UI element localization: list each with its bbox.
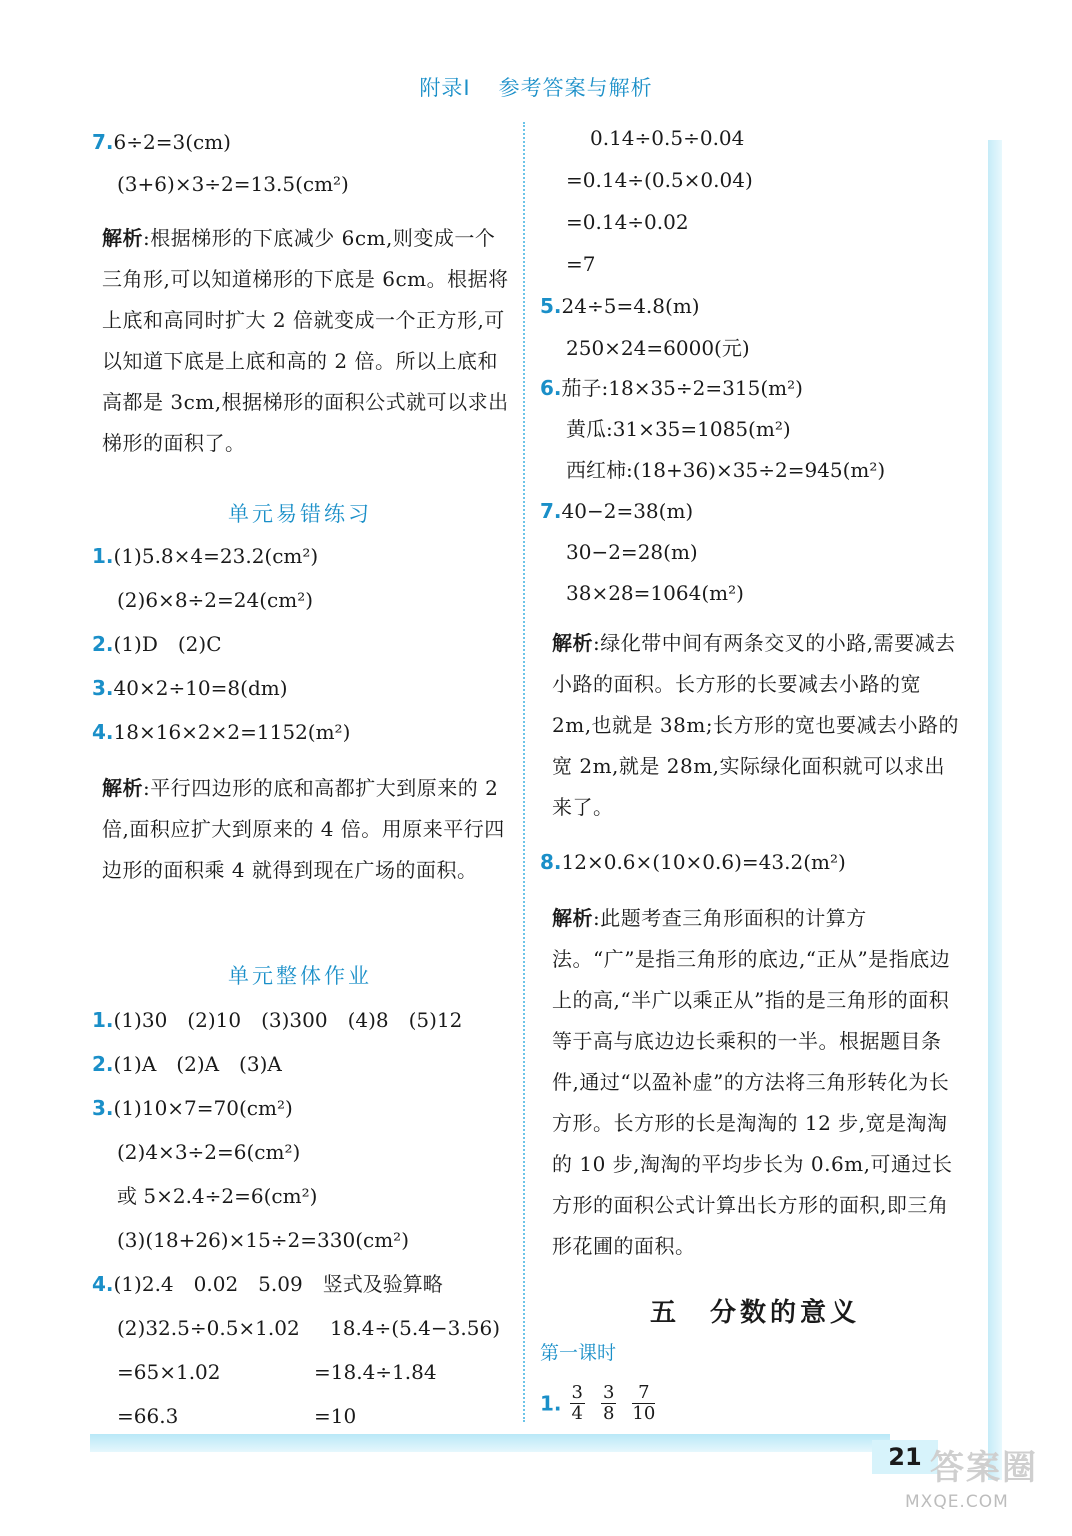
error-2: 2.(1)D (2)C <box>92 632 222 656</box>
homework-3-line4: (3)(18+26)×15÷2=330(cm²) <box>117 1228 410 1252</box>
answer-7-line2: (3+6)×3÷2=13.5(cm²) <box>117 172 349 196</box>
analysis-block: 解析:平行四边形的底和高都扩大到原来的 2 倍,面积应扩大到原来的 4 倍。用原来平行四边形的面积乘 4 就得到现在广场的面积。 <box>102 776 505 882</box>
appendix-label: 附录Ⅰ <box>419 76 471 100</box>
answer-6-line3: 西红柿:(18+36)×35÷2=945(m²) <box>566 458 886 482</box>
section-title-error-practice: 单元易错练习 <box>228 502 372 526</box>
analysis-block: 解析:绿化带中间有两条交叉的小路,需要减去小路的面积。长方形的长要减去小路的宽 2m,也就是 38m;长方形的宽也要减去小路的宽 2m,就是 28m,实际绿化面积就可以求出来了。 <box>552 631 960 819</box>
fraction-answer-1: 1. $\frac{3}{4}$ $\frac{3}{8}$ $\frac{7}{10}$ <box>540 1382 656 1424</box>
fraction: $\frac{7}{10}$ <box>632 1382 656 1424</box>
continued-line4: =7 <box>566 252 596 276</box>
fraction: $\frac{3}{8}$ <box>602 1382 615 1424</box>
section-title-unit-homework: 单元整体作业 <box>228 964 372 988</box>
watermark-logo: 答案圈 <box>930 1448 1038 1488</box>
lesson-title: 第一课时 <box>540 1342 617 1364</box>
homework-4-line2b: 18.4÷(5.4−3.56) <box>330 1316 500 1340</box>
homework-4-line4b: =10 <box>314 1404 357 1428</box>
analysis-block: 解析:根据梯形的下底减少 6cm,则变成一个三角形,可以知道梯形的下底是 6cm。根据将上底和高同时扩大 2 倍就变成一个正方形,可以知道下底是上底和高的 2 倍。所以上底和高都是 3cm,根据梯形的面积公式就可以求出梯形的面积了。 <box>102 226 509 455</box>
continued-line3: =0.14÷0.02 <box>566 210 689 234</box>
chapter-title: 五 分数的意义 <box>650 1298 861 1328</box>
homework-4-line4a: =66.3 <box>117 1404 179 1428</box>
answer-5-line1: 5.24÷5=4.8(m) <box>540 294 700 318</box>
fraction: $\frac{3}{4}$ <box>571 1382 583 1424</box>
error-1-line2: (2)6×8÷2=24(cm²) <box>117 588 314 612</box>
homework-4-line3b: =18.4÷1.84 <box>314 1360 437 1384</box>
homework-4-line3a: =65×1.02 <box>117 1360 221 1384</box>
page-number: 21 <box>872 1440 938 1474</box>
homework-2: 2.(1)A (2)A (3)A <box>92 1052 282 1076</box>
answer-7-line1: 7.6÷2=3(cm) <box>92 130 231 154</box>
homework-3-line3: 或 5×2.4÷2=6(cm²) <box>117 1184 318 1208</box>
error-3: 3.40×2÷10=8(dm) <box>92 676 288 700</box>
bottom-edge-decoration <box>90 1434 890 1452</box>
homework-3-line2: (2)4×3÷2=6(cm²) <box>117 1140 301 1164</box>
answer-6-line2: 黄瓜:31×35=1085(m²) <box>566 417 791 441</box>
continued-line1: 0.14÷0.5÷0.04 <box>590 126 745 150</box>
error-1-line1: 1.(1)5.8×4=23.2(cm²) <box>92 544 319 568</box>
answer-6-line1: 6.茄子:18×35÷2=315(m²) <box>540 376 803 400</box>
answer-7-line3: 38×28=1064(m²) <box>566 581 744 605</box>
answer-8: 8.12×0.6×(10×0.6)=43.2(m²) <box>540 850 846 874</box>
answer-7-line1: 7.40−2=38(m) <box>540 499 694 523</box>
column-divider <box>523 122 525 1422</box>
homework-1: 1.(1)30 (2)10 (3)300 (4)8 (5)12 <box>92 1008 463 1032</box>
homework-4-line1: 4.(1)2.4 0.02 5.09 竖式及验算略 <box>92 1272 443 1296</box>
watermark-url: MXQE.COM <box>905 1492 1009 1512</box>
answer-5-line2: 250×24=6000(元) <box>566 336 750 360</box>
right-edge-decoration <box>988 140 1002 1480</box>
answer-7-line2: 30−2=28(m) <box>566 540 698 564</box>
page-header <box>0 72 1072 102</box>
analysis-block: 解析:此题考查三角形面积的计算方法。“广”是指三角形的底边,“正从”是指底边上的高,“半广以乘正从”指的是三角形的面积等于高与底边边长乘积的一半。根据题目条件,通过“以盈补虚”的方法将三角形转化为长方形。长方形的长是淘淘的 12 步,宽是淘淘的 10 步,淘淘的平均步长为 0.6m,可通过长方形的面积公式计算出长方形的面积,即三角形花圃的面积。 <box>552 906 953 1258</box>
homework-3-line1: 3.(1)10×7=70(cm²) <box>92 1096 293 1120</box>
header-title: 参考答案与解析 <box>498 76 653 100</box>
error-4: 4.18×16×2×2=1152(m²) <box>92 720 351 744</box>
continued-line2: =0.14÷(0.5×0.04) <box>566 168 753 192</box>
homework-4-line2a: (2)32.5÷0.5×1.02 <box>117 1316 300 1340</box>
